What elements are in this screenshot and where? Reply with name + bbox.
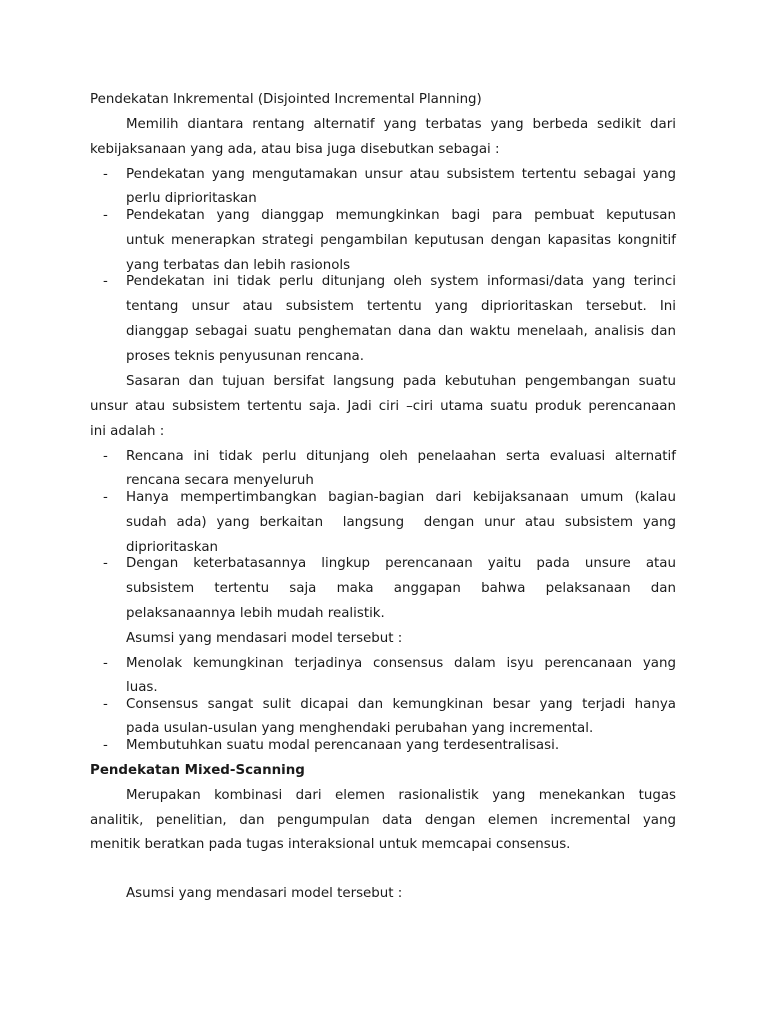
para3-line-2: analitik, penelitian, dan pengumpulan data dengan elemen incremental yang <box>90 813 676 828</box>
intro-line-1: Memilih diantara rentang alternatif yang terbatas yang berbeda sedikit dari <box>126 117 676 132</box>
bullet-dash: - <box>103 490 108 505</box>
assumption-line-1: Asumsi yang mendasari model tersebut : <box>126 631 403 646</box>
list2-item2-line2: sudah ada) yang berkaitan langsung dengan unur atau subsistem yang <box>126 515 676 530</box>
para3-line-1: Merupakan kombinasi dari elemen rasionalistik yang menekankan tugas <box>126 788 676 803</box>
list1-item2-line3: yang terbatas dan lebih rasionols <box>126 258 351 273</box>
heading-inkremental: Pendekatan Inkremental (Disjointed Incremental Planning) <box>90 92 482 107</box>
bullet-dash: - <box>103 738 108 753</box>
list1-item3-line2: tentang unsur atau subsistem tertentu yang diprioritaskan tersebut. Ini <box>126 299 676 314</box>
list2-item3-line1: Dengan keterbatasannya lingkup perencanaan yaitu pada unsure atau <box>126 556 676 571</box>
list3-item3-line1: Membutuhkan suatu modal perencanaan yang terdesentralisasi. <box>126 738 560 753</box>
list3-item2-line1: Consensus sangat sulit dicapai dan kemungkinan besar yang terjadi hanya <box>126 697 676 712</box>
list1-item3-line1: Pendekatan ini tidak perlu ditunjang oleh system informasi/data yang terinci <box>126 274 676 289</box>
list1-item1-line1: Pendekatan yang mengutamakan unsur atau subsistem tertentu sebagai yang <box>126 167 676 182</box>
assumption-line-2: Asumsi yang mendasari model tersebut : <box>126 886 403 901</box>
list2-item2-line3: diprioritaskan <box>126 540 219 555</box>
para3-line-3: menitik beratkan pada tugas interaksional untuk memcapai consensus. <box>90 837 571 852</box>
para2-line-1: Sasaran dan tujuan bersifat langsung pada kebutuhan pengembangan suatu <box>126 374 676 389</box>
list2-item2-line1: Hanya mempertimbangkan bagian-bagian dari kebijaksanaan umum (kalau <box>126 490 676 505</box>
para2-line-2: unsur atau subsistem tertentu saja. Jadi ciri –ciri utama suatu produk perencanaan <box>90 399 676 414</box>
bullet-dash: - <box>103 449 108 464</box>
heading-mixed-scanning: Pendekatan Mixed-Scanning <box>90 763 305 778</box>
list2-item1-line1: Rencana ini tidak perlu ditunjang oleh penelaahan serta evaluasi alternatif <box>126 449 676 464</box>
list3-item1-line2: luas. <box>126 680 158 695</box>
list2-item3-line2: subsistem tertentu saja maka anggapan bahwa pelaksanaan dan <box>126 581 676 596</box>
list1-item3-line3: dianggap sebagai suatu penghematan dana dan waktu menelaah, analisis dan <box>126 324 676 339</box>
list1-item3-line4: proses teknis penyusunan rencana. <box>126 349 365 364</box>
list3-item2-line2: pada usulan-usulan yang menghendaki perubahan yang incremental. <box>126 721 594 736</box>
bullet-dash: - <box>103 556 108 571</box>
bullet-dash: - <box>103 656 108 671</box>
para2-line-3: ini adalah : <box>90 424 165 439</box>
list1-item1-line2: perlu diprioritaskan <box>126 191 257 206</box>
list3-item1-line1: Menolak kemungkinan terjadinya consensus dalam isyu perencanaan yang <box>126 656 676 671</box>
intro-line-2: kebijaksanaan yang ada, atau bisa juga disebutkan sebagai : <box>90 142 500 157</box>
list2-item1-line2: rencana secara menyeluruh <box>126 473 314 488</box>
list1-item2-line2: untuk menerapkan strategi pengambilan keputusan dengan kapasitas kongnitif <box>126 233 676 248</box>
list2-item3-line3: pelaksanaannya lebih mudah realistik. <box>126 606 385 621</box>
bullet-dash: - <box>103 167 108 182</box>
bullet-dash: - <box>103 208 108 223</box>
bullet-dash: - <box>103 697 108 712</box>
list1-item2-line1: Pendekatan yang dianggap memungkinkan bagi para pembuat keputusan <box>126 208 676 223</box>
bullet-dash: - <box>103 274 108 289</box>
